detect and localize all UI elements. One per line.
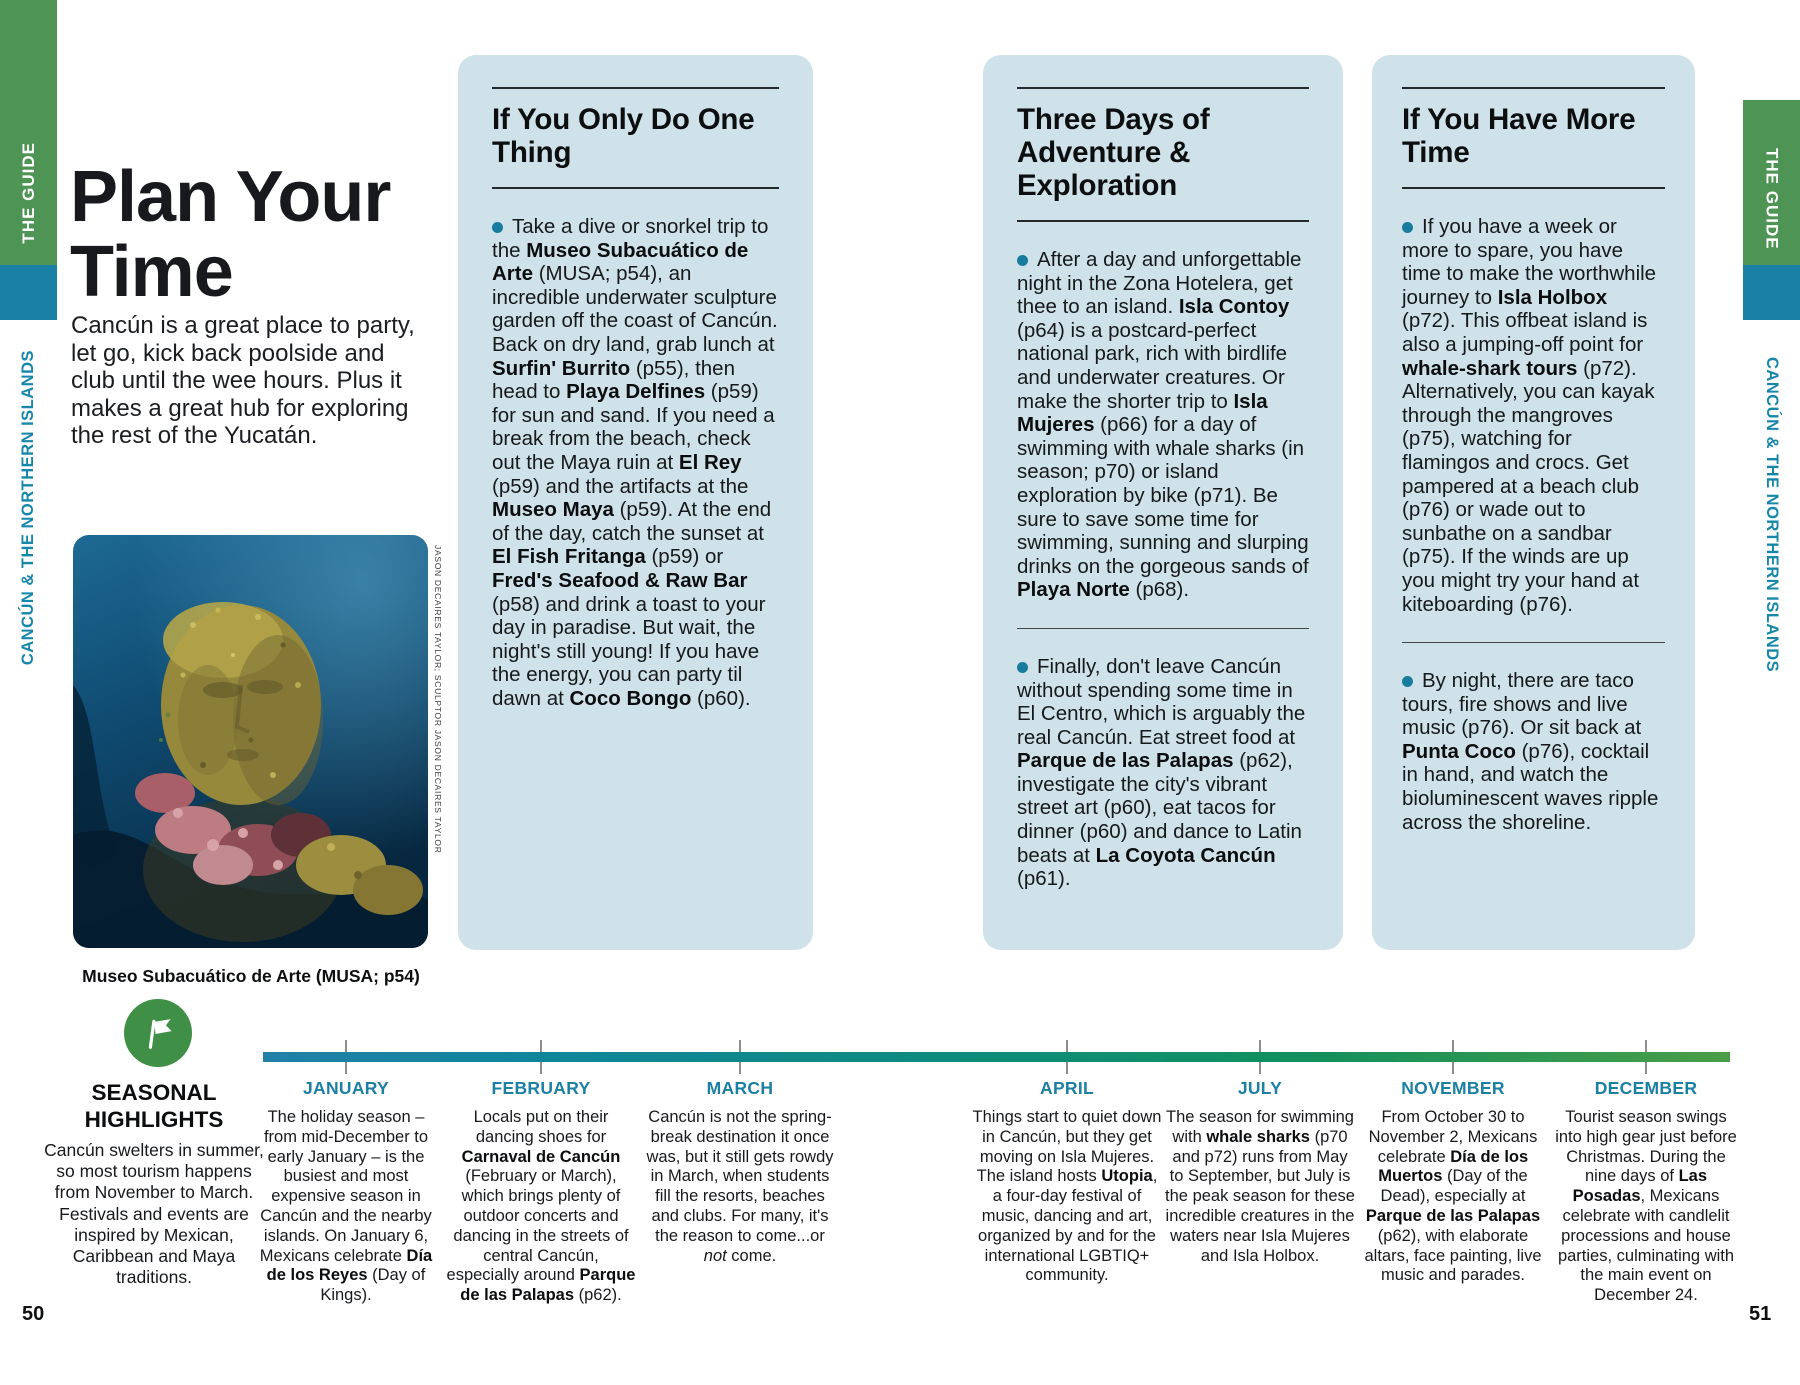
box-top-rule — [492, 87, 779, 89]
photo-credit: JASON DECAIRES TAYLOR; SCULPTOR JASON DECAIRES TAYLOR — [433, 545, 443, 854]
sidebar-left-guide-label-wrap — [0, 140, 57, 246]
month-label: APRIL — [1040, 1078, 1094, 1098]
month-label: DECEMBER — [1594, 1078, 1698, 1098]
month-text: Locals put on their dancing shoes for Carnaval de Cancún (February or March), which brings plenty of outdoor concerts and dancing in the streets of central Cancún, especially around Parque de las Palapas (p62). — [446, 1108, 636, 1305]
month-text: Tourist season swings into high gear just before Christmas. During the nine days of Las Posadas, Mexicans celebrate with candlelit processions and house parties, culminating with the main event on December 24. — [1555, 1108, 1737, 1305]
bullet-icon — [1017, 662, 1028, 673]
box-top-rule — [1402, 87, 1665, 89]
box-divider — [1017, 628, 1309, 629]
page-number-left: 50 — [22, 1303, 45, 1325]
underwater-sculpture-illustration — [73, 535, 428, 948]
bullet-icon — [1402, 222, 1413, 233]
info-box-three-days — [983, 55, 1343, 950]
bullet-icon — [1017, 255, 1028, 266]
month-column-november — [1358, 1078, 1548, 1286]
month-text: Things start to quiet down in Cancún, but they get moving on Isla Mujeres. The island hosts Utopia, a four-day festival of music, dancing and art, organized by and for the international LGBTIQ+ community. — [972, 1108, 1162, 1285]
box-paragraph-text: Take a dive or snorkel trip to the Museo Subacuático de Arte (MUSA; p54), an incredible underwater sculpture garden off the coast of Cancún. Back on dry land, grab lunch at Surfin' Burrito (p55), then head to Playa Delfines (p59) for sun and sand. If you need a break from the beach, check out the Maya ruin at El Rey (p59) and the artifacts at the Museo Maya (p59). At the end of the day, catch the sunset at El Fish Fritanga (p59) or Fred's Seafood & Raw Bar (p58) and drink a toast to your day in paradise. But wait, the night's still young! If you have the energy, you can party til dawn at Coco Bongo (p60). — [492, 215, 778, 710]
sidebar-left-chapter-label: CANCÚN & THE NORTHERN ISLANDS — [19, 350, 37, 666]
sidebar-right-guide-label-wrap — [1743, 146, 1800, 252]
timeline-bar — [263, 1052, 1730, 1062]
box-title: Three Days of Adventure & Exploration — [1017, 103, 1210, 202]
box-divider — [1402, 642, 1665, 643]
box-paragraph — [492, 215, 779, 710]
bullet-icon — [1402, 676, 1413, 687]
month-label: MARCH — [706, 1078, 774, 1098]
month-text: Cancún is not the spring-break destination it once was, but it still gets rowdy in March, when students fill the resorts, beaches and clubs. For many, it's the reason to come...or not come. — [646, 1108, 834, 1265]
month-label: JULY — [1237, 1078, 1283, 1098]
flag-icon — [139, 1014, 177, 1052]
month-column-april — [972, 1078, 1162, 1286]
sidebar-right-chapter-label: CANCÚN & THE NORTHERN ISLANDS — [1763, 357, 1781, 673]
month-label: FEBRUARY — [491, 1078, 591, 1098]
month-column-july — [1165, 1078, 1355, 1266]
intro-text: Cancún is a great place to party, let go, kick back poolside and club until the wee hours. Plus it makes a great hub for exploring the rest of the Yucatán. — [71, 312, 415, 449]
bullet-icon — [492, 222, 503, 233]
month-text: From October 30 to November 2, Mexicans celebrate Día de los Muertos (Day of the Dead), especially at Parque de las Palapas (p62), with elaborate altars, face painting, live music and parades. — [1364, 1108, 1542, 1285]
month-column-march — [645, 1078, 835, 1266]
seasonal-highlights-badge — [124, 999, 192, 1067]
sidebar-right-guide-label: THE GUIDE — [1762, 148, 1782, 250]
sidebar-right-blue-accent — [1743, 265, 1800, 320]
month-text: The holiday season – from mid-December to early January – is the busiest and most expensive season in Cancún and the nearby islands. On January 6, Mexicans celebrate Día de los Reyes (Day of Kings). — [259, 1108, 433, 1305]
sidebar-left-guide-label: THE GUIDE — [18, 142, 38, 244]
seasonal-intro: Cancún swelters in summer, so most tourism happens from November to March. Festivals and events are inspired by Mexican, Caribbean and Maya traditions. — [44, 1140, 264, 1288]
box-paragraph — [1017, 655, 1309, 891]
seasonal-heading: SEASONAL HIGHLIGHTS — [84, 1080, 224, 1132]
info-box-more-time — [1372, 55, 1695, 950]
box-paragraph — [1402, 669, 1665, 834]
page-number-right: 51 — [1749, 1303, 1772, 1325]
month-label: NOVEMBER — [1401, 1078, 1505, 1098]
month-text: The season for swimming with whale sharks (p70 and p72) runs from May to September, but July is the peak season for these incredible creatures in the waters near Isla Mujeres and Isla Holbox. — [1165, 1108, 1355, 1265]
box-paragraph-text: Finally, don't leave Cancún without spending some time in El Centro, which is arguably the real Cancún. Eat street food at Parque de las Palapas (p62), investigate the city's vibrant street art (p60), eat tacos for dinner (p60) and dance to Latin beats at La Coyota Cancún (p61). — [1017, 654, 1306, 891]
box-title: If You Only Do One Thing — [492, 103, 755, 169]
box-title-rule — [1017, 220, 1309, 222]
box-top-rule — [1017, 87, 1309, 89]
photo-caption: Museo Subacuático de Arte (MUSA; p54) — [82, 966, 420, 986]
info-box-one-thing — [458, 55, 813, 950]
month-column-december — [1551, 1078, 1741, 1306]
sidebar-left-chapter-label-wrap — [0, 333, 57, 683]
box-title-rule — [1402, 187, 1665, 189]
box-title-rule — [492, 187, 779, 189]
box-paragraph-text: After a day and unforgettable night in the Zona Hotelera, get thee to an island. Isla Contoy (p64) is a postcard-perfect national park, rich with birdlife and underwater creatures. Or make the shorter trip to Isla Mujeres (p66) for a day of swimming with whale sharks (in season; p70) or island exploration by bike (p71). Be sure to save some time for swimming, sunning and slurping drinks on the gorgeous sands of Playa Norte (p68). — [1017, 248, 1309, 602]
sidebar-right-chapter-label-wrap — [1743, 340, 1800, 690]
box-paragraph — [1402, 215, 1665, 616]
month-label: JANUARY — [302, 1078, 390, 1098]
box-paragraph-text: By night, there are taco tours, fire shows and live music (p76). Or sit back at Punta Coco (p76), cocktail in hand, and watch the bioluminescent waves ripple across the shoreline. — [1402, 669, 1659, 834]
box-paragraph-text: If you have a week or more to spare, you have time to make the worthwhile journey to Isla Holbox (p72). This offbeat island is also a jumping-off point for whale-shark tours (p72). Alternatively, you can kayak through the mangroves (p75), watching for flamingos and crocs. Get pampered at a beach club (p76) or wade out to sunbathe on a sandbar (p75). If the winds are up you might try your hand at kiteboarding (p76). — [1402, 215, 1657, 616]
month-column-february — [446, 1078, 636, 1306]
musa-sculpture-photo — [73, 535, 428, 948]
box-paragraph — [1017, 248, 1309, 602]
month-column-january — [251, 1078, 441, 1306]
box-title: If You Have More Time — [1402, 103, 1636, 169]
sidebar-left-blue-accent — [0, 265, 57, 320]
page-title: Plan Your Time — [70, 157, 391, 313]
